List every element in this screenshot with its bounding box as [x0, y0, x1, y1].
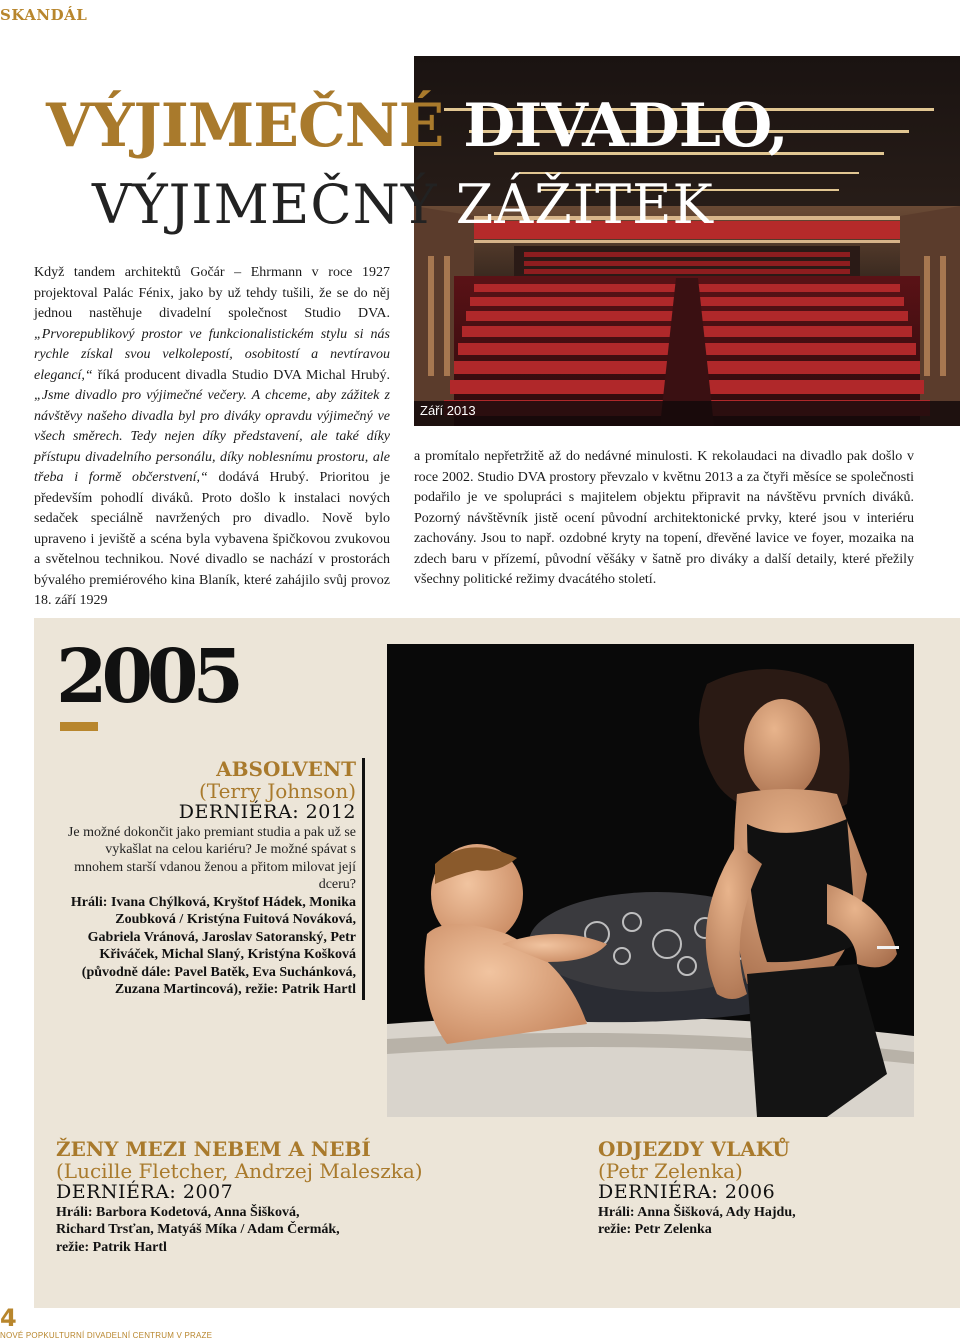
article-column-right [414, 447, 914, 591]
article-paragraph-left [34, 263, 390, 612]
page-number: 4 [0, 1304, 17, 1332]
play-absolvent [60, 758, 356, 999]
headline-line2 [92, 173, 714, 236]
play-photo-absolvent [387, 644, 914, 1117]
headline-word-dark: VÝJIMEČNÝ [92, 173, 438, 236]
headline-line1 [46, 91, 788, 161]
play-cast-line: Hráli: Barbora Kodetová, Anna Šišková, [56, 1204, 300, 1220]
play-cast-line: Hráli: Anna Šišková, Ady Hajdu, [598, 1204, 796, 1220]
article-text: říká producent divadla Studio DVA Michal Hrubý. [92, 367, 390, 383]
play-derniera: DERNIÉRA: 2007 [56, 1181, 234, 1203]
section-tag: SKANDÁL [0, 6, 88, 24]
play-title: ABSOLVENT [216, 757, 356, 781]
footer-text: NOVÉ POPKULTURNÍ DIVADELNÍ CENTRUM V PRAZE [0, 1331, 213, 1340]
play-author: (Petr Zelenka) [598, 1159, 743, 1183]
play-odjezdy [598, 1138, 918, 1239]
play-cast-line: režie: Patrik Hartl [56, 1239, 167, 1255]
article-quote: „Jsme divadlo pro výjimečné večery. A chceme, aby zážitek z návštěvy našeho divadla byl pro diváky opravdu výjimečný ve všech směrech. Tedy nejen díky představení, ale také díky přístupu divadelního personálu, díky noblesnímu prostoru, ale třeba i formě občerstvení,“ [34, 388, 390, 485]
hero-caption: Září 2013 [420, 403, 476, 418]
play-description: Je možné dokončit jako premiant studia a pak už se vykašlat na celou kariéru? Je možné spávat s mnohem starší vdanou ženou a přitom milovat její dceru? [67, 824, 356, 893]
play-title: ODJEZDY VLAKŮ [598, 1137, 790, 1161]
article-quote: „Prvorepublikový prostor ve funkcionalistickém stylu si nás rychle získal svou velkolepostí, osobitostí a nevtíravou elegancí,“ [34, 326, 390, 383]
play-zeny [56, 1138, 556, 1256]
play-derniera: DERNIÉRA: 2006 [598, 1181, 776, 1203]
year-heading: 2005 [56, 634, 238, 720]
headline-word-white: DIVADLO, [463, 91, 788, 161]
article-column-left [34, 263, 390, 612]
headline-word-white-2: ZÁŽITEK [455, 173, 714, 236]
play-derniera: DERNIÉRA: 2012 [178, 801, 356, 823]
article-text: Když tandem architektů Gočár – Ehrmann v roce 1927 projektoval Palác Fénix, jako by už tehdy tušili, že se do něj jednou nastěhuje divadelní společnost Studio DVA. [34, 265, 390, 321]
play-cast: Hráli: Ivana Chýlková, Kryštof Hádek, Monika Zoubková / Kristýna Fuitová Nováková, Gabriela Vránová, Jaroslav Satoranský, Petr Křiváček, Michal Slaný, Kristýna Košková (původně dále: Pavel Batěk, Eva Suchánková, Zuzana Martincová), režie: Patrik Hartl [70, 894, 356, 998]
vertical-rule [362, 758, 365, 1000]
play-author: (Terry Johnson) [198, 779, 356, 803]
play-cast-line: režie: Petr Zelenka [598, 1222, 712, 1238]
article-paragraph-right: a promítalo nepřetržitě až do nedávné minulosti. K rekolaudaci na divadlo pak došlo v roce 2002. Studio DVA prostory převzalo v květnu 2013 a za čtyři měsíce se společnosti podařilo je ve spolupráci s majitelem objektu připravit na návštěvu prvních diváků. Pozorný návštěvník jistě ocení původní architektonické prvky, které jsou v interiéru zachovány. Jsou to např. ozdobné kryty na topení, dřevěné lavice ve foyer, mozaika na zdech baru v přízemí, původní věšáky v šatně pro diváky a další detaily, které přežily všechny politické režimy dvacátého století. [414, 449, 914, 587]
play-title: ŽENY MEZI NEBEM A NEBÍ [56, 1137, 371, 1161]
article-text: dodává Hrubý. Prioritou je především pohodlí diváků. Proto došlo k instalaci nových sedaček speciálně navržených pro divadlo. Nově bylo upraveno i jeviště a scéna byla vybavena špičkovou zvukovou a světelnou technikou. Nové divadlo se nachází v prostorách bývalého premiérového kina Blaník, které zahájilo svůj provoz 18. září 1929 [34, 470, 390, 608]
year-dash [60, 722, 98, 731]
headline-word-gold: VÝJIMEČNÉ [46, 91, 444, 161]
play-cast-line: Richard Trsťan, Matyáš Míka / Adam Čermák, [56, 1222, 340, 1238]
play-author: (Lucille Fletcher, Andrzej Maleszka) [56, 1159, 423, 1183]
